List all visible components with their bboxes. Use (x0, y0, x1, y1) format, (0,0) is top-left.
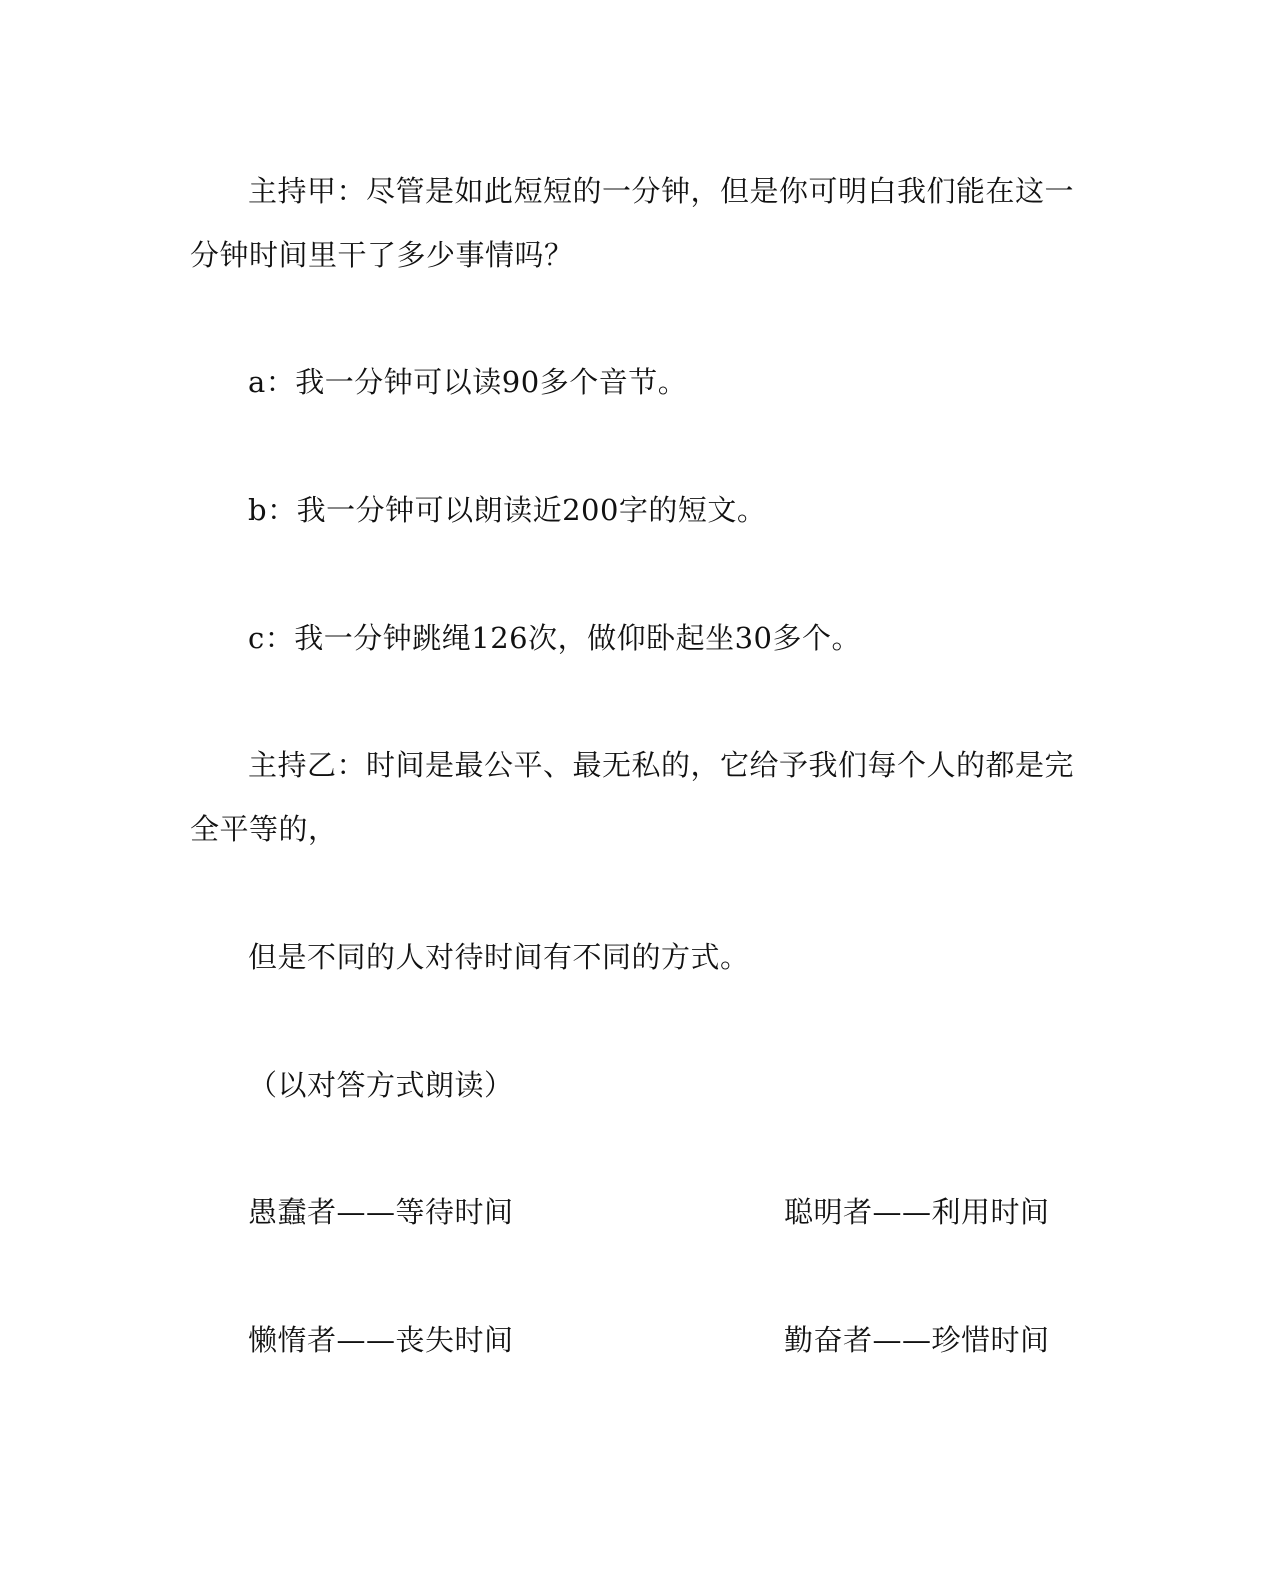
host-b-line-2: 全平等的， (190, 812, 338, 846)
pair-1-left: 愚蠢者——等待时间 (248, 1195, 514, 1229)
student-b-line: b：我一分钟可以朗读近200字的短文。 (248, 493, 767, 527)
student-c-line: c：我一分钟跳绳126次，做仰卧起坐30多个。 (248, 621, 861, 655)
student-a-line: a：我一分钟可以读90多个音节。 (248, 365, 688, 399)
reading-note: （以对答方式朗读） (248, 1068, 514, 1102)
pair-2-left: 懒惰者——丧失时间 (248, 1323, 514, 1357)
host-b-line-1: 主持乙：时间是最公平、最无私的，它给予我们每个人的都是完 (248, 748, 1075, 782)
host-a-line-2: 分钟时间里干了多少事情吗？ (190, 238, 574, 272)
pair-2-right: 勤奋者——珍惜时间 (784, 1323, 1050, 1357)
pair-1-right: 聪明者——利用时间 (784, 1195, 1050, 1229)
methods-line: 但是不同的人对待时间有不同的方式。 (248, 940, 750, 974)
host-a-line-1: 主持甲：尽管是如此短短的一分钟，但是你可明白我们能在这一 (248, 174, 1075, 208)
